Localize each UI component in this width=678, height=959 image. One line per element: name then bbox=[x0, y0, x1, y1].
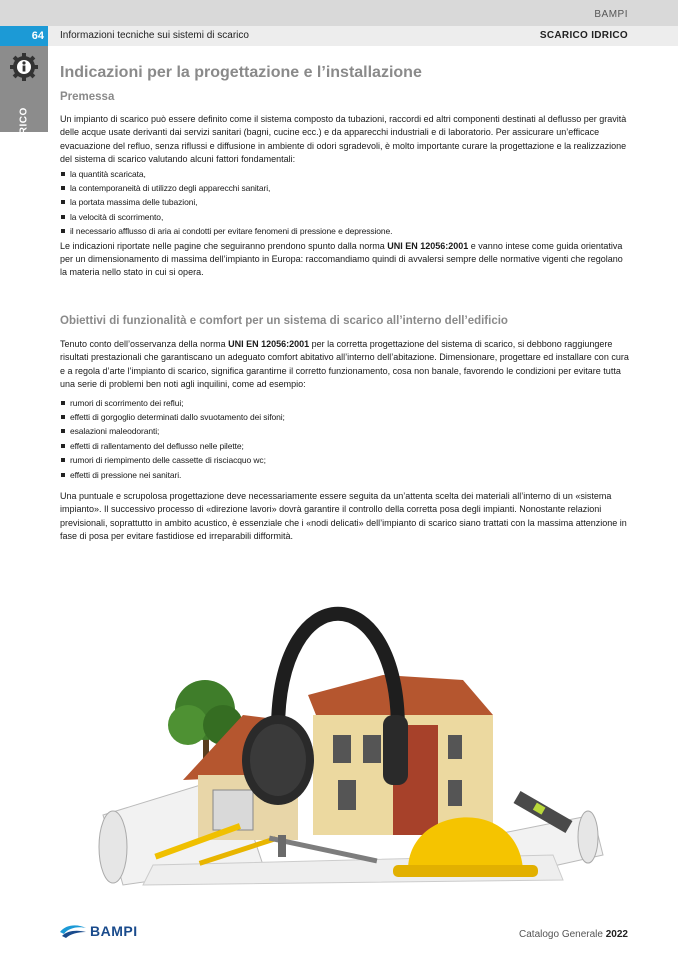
top-bar bbox=[0, 0, 678, 26]
list-item: effetti di rallentamento del deflusso nelle pilette; bbox=[60, 439, 630, 453]
gear-info-icon bbox=[9, 52, 39, 82]
list-item: la velocità di scorrimento, bbox=[60, 210, 630, 224]
list-item: esalazioni maleodoranti; bbox=[60, 424, 630, 438]
factors-list bbox=[60, 167, 630, 239]
problems-list bbox=[60, 396, 630, 482]
list-item: effetti di pressione nei sanitari. bbox=[60, 468, 630, 482]
list-item: rumori di scorrimento dei reflui; bbox=[60, 396, 630, 410]
sidebar-tab bbox=[0, 46, 48, 157]
list-item: il necessario afflusso di aria ai condotti per evitare fenomeni di pressione e depressione. bbox=[60, 224, 630, 238]
sidebar-label-box bbox=[14, 92, 34, 172]
note-text-end: e vanno intese come guida orientativa per un dimensionamento di massima dell’impianto in Europa: raccomandiamo quindi di avvalersi sempre delle normative vigenti che regolano la materia nello stato in cui si opera. bbox=[60, 240, 623, 278]
page-title: Indicazioni per la progettazione e l’installazione bbox=[60, 64, 422, 81]
main-content bbox=[60, 64, 630, 544]
list-item: la portata massima delle tubazioni, bbox=[60, 195, 630, 209]
premessa-intro: Un impianto di scarico può essere definito come il sistema composto da tubazioni, raccordi ed altri componenti destinati al deflusso per gravità delle acque usate derivanti dai servizi sanitari (bagni, cucine ecc.) e da apparecchi industriali e di laboratorio. Per assicurare un’efficace evacuazione del refluo, senza riflussi e diffusione in ambiente di odori sgradevoli, è molto importante curare la progettazione e la realizzazione del sistema di scarico valutando alcuni fattori fondamentali: bbox=[60, 114, 627, 165]
sidebar-label: SCARICO bbox=[18, 107, 30, 157]
list-item: rumori di riempimento delle cassette di risciacquo wc; bbox=[60, 453, 630, 467]
header-brand: BAMPI bbox=[594, 9, 628, 20]
bampi-logo-icon bbox=[58, 922, 88, 940]
category-label: SCARICO IDRICO bbox=[539, 30, 628, 41]
catalog-label: Catalogo Generale bbox=[519, 929, 606, 940]
catalog-year: 2022 bbox=[605, 929, 628, 940]
norm-reference: UNI EN 12056:2001 bbox=[228, 338, 310, 349]
obiettivi-closing: Una puntuale e scrupolosa progettazione deve necessariamente essere seguita da un’attenta scelta dei materiali all’interno di un «sistema impianto». Il successivo processo di «direzione lavori» dovrà garantire il controllo della corretta posa degli impianti. Nonostante relazioni previsionali, soprattutto in ambito acustico, è essenziale che i «nodi delicati» dell’impianto di scarico siano trattati con la massima attenzione in fase di posa per evitare fastidiose ed irreparabili difformità. bbox=[60, 490, 627, 542]
obiettivi-intro bbox=[60, 338, 630, 392]
premessa-note bbox=[60, 240, 630, 280]
obiettivi-heading: Obiettivi di funzionalità e comfort per un sistema di scarico all’interno dell’edificio bbox=[60, 314, 508, 327]
footer-logo-text: BAMPI bbox=[90, 923, 138, 939]
house-headphones-illustration bbox=[93, 585, 613, 890]
footer-catalog bbox=[519, 929, 628, 940]
section-title: Informazioni tecniche sui sistemi di scarico bbox=[60, 30, 249, 41]
premessa-heading: Premessa bbox=[60, 91, 115, 103]
list-item: la quantità scaricata, bbox=[60, 167, 630, 181]
list-item: la contemporaneità di utilizzo degli apparecchi sanitari, bbox=[60, 181, 630, 195]
page-number: 64 bbox=[0, 26, 48, 46]
intro-text: Tenuto conto dell’osservanza della norma bbox=[60, 338, 229, 349]
note-text: Le indicazioni riportate nelle pagine che seguiranno prendono spunto dalla norma bbox=[60, 240, 388, 251]
caliper-tool bbox=[269, 835, 378, 863]
footer-logo bbox=[58, 922, 138, 945]
list-item: effetti di gorgoglio determinati dallo svuotamento dei sifoni; bbox=[60, 410, 630, 424]
intro-text-end: per la corretta progettazione del sistema di scarico, si debbono raggiungere risultati prestazionali che garantiscano un adeguato comfort abitativo all’interno dell’abitazione. Dimensionare, progettare ed installare con cura e a regola d’arte l’impianto di scarico, significa garantirne il corretto funzionamento, cosa non banale, favorendo le condizioni per evitare tutta una serie di problemi ben noti agli inquilini, come ad esempio: bbox=[60, 338, 629, 390]
norm-reference: UNI EN 12056:2001 bbox=[387, 240, 469, 251]
section-header bbox=[0, 26, 678, 46]
